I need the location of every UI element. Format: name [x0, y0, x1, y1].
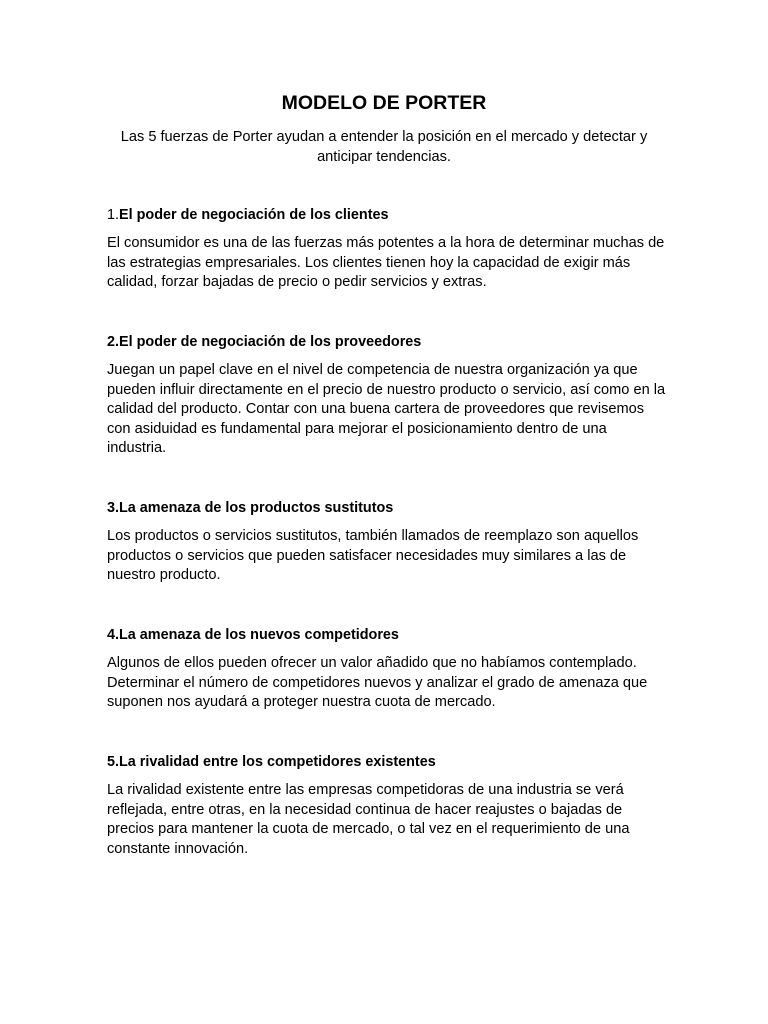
section-title: La amenaza de los productos sustitutos	[119, 500, 394, 516]
intro-paragraph: Las 5 fuerzas de Porter ayudan a entender la posición en el mercado y detectar y anticipar tendencias.	[120, 129, 648, 165]
section-heading	[107, 332, 667, 352]
section-heading	[107, 498, 667, 518]
section-heading	[107, 752, 667, 772]
section-clientes	[107, 205, 667, 293]
section-title: La amenaza de los nuevos competidores	[119, 627, 399, 643]
section-number: 1.	[107, 207, 120, 223]
section-title: El poder de negociación de los clientes	[119, 207, 389, 223]
section-body: Algunos de ellos pueden ofrecer un valor añadido que no habíamos contemplado. Determinar el número de competidores nuevos y analizar el grado de amenaza que suponen nos ayudará a proteger nuestra cuota de mercado.	[107, 655, 648, 711]
section-rivalidad	[107, 752, 667, 859]
section-number: 2.	[107, 334, 120, 350]
section-body: Los productos o servicios sustitutos, también llamados de reemplazo son aquellos productos o servicios que pueden satisfacer necesidades muy similares a las de nuestro producto.	[107, 528, 639, 584]
section-sustitutos	[107, 498, 667, 586]
page-title: MODELO DE PORTER	[281, 92, 487, 114]
section-heading	[107, 625, 667, 645]
section-title: El poder de negociación de los proveedores	[119, 334, 422, 350]
section-body: El consumidor es una de las fuerzas más potentes a la hora de determinar muchas de las estrategias empresariales. Los clientes tienen hoy la capacidad de exigir más calidad, forzar bajadas de precio o pedir servicios y extras.	[107, 235, 665, 291]
section-title: La rivalidad entre los competidores existentes	[119, 754, 436, 770]
section-number: 5.	[107, 754, 120, 770]
section-body: Juegan un papel clave en el nivel de competencia de nuestra organización ya que pueden influir directamente en el precio de nuestro producto o servicio, así como en la calidad del producto. Contar con una buena cartera de proveedores que revisemos con asiduidad es fundamental para mejorar el posicionamiento dentro de una industria.	[107, 362, 666, 457]
section-nuevos-competidores	[107, 625, 667, 713]
section-heading	[107, 205, 667, 225]
section-number: 4.	[107, 627, 120, 643]
section-body: La rivalidad existente entre las empresas competidoras de una industria se verá reflejada, entre otras, en la necesidad continua de hacer reajustes o bajadas de precios para mantener la cuota de mercado, o tal vez en el requerimiento de una constante innovación.	[107, 782, 630, 857]
section-proveedores	[107, 332, 667, 459]
section-number: 3.	[107, 500, 120, 516]
